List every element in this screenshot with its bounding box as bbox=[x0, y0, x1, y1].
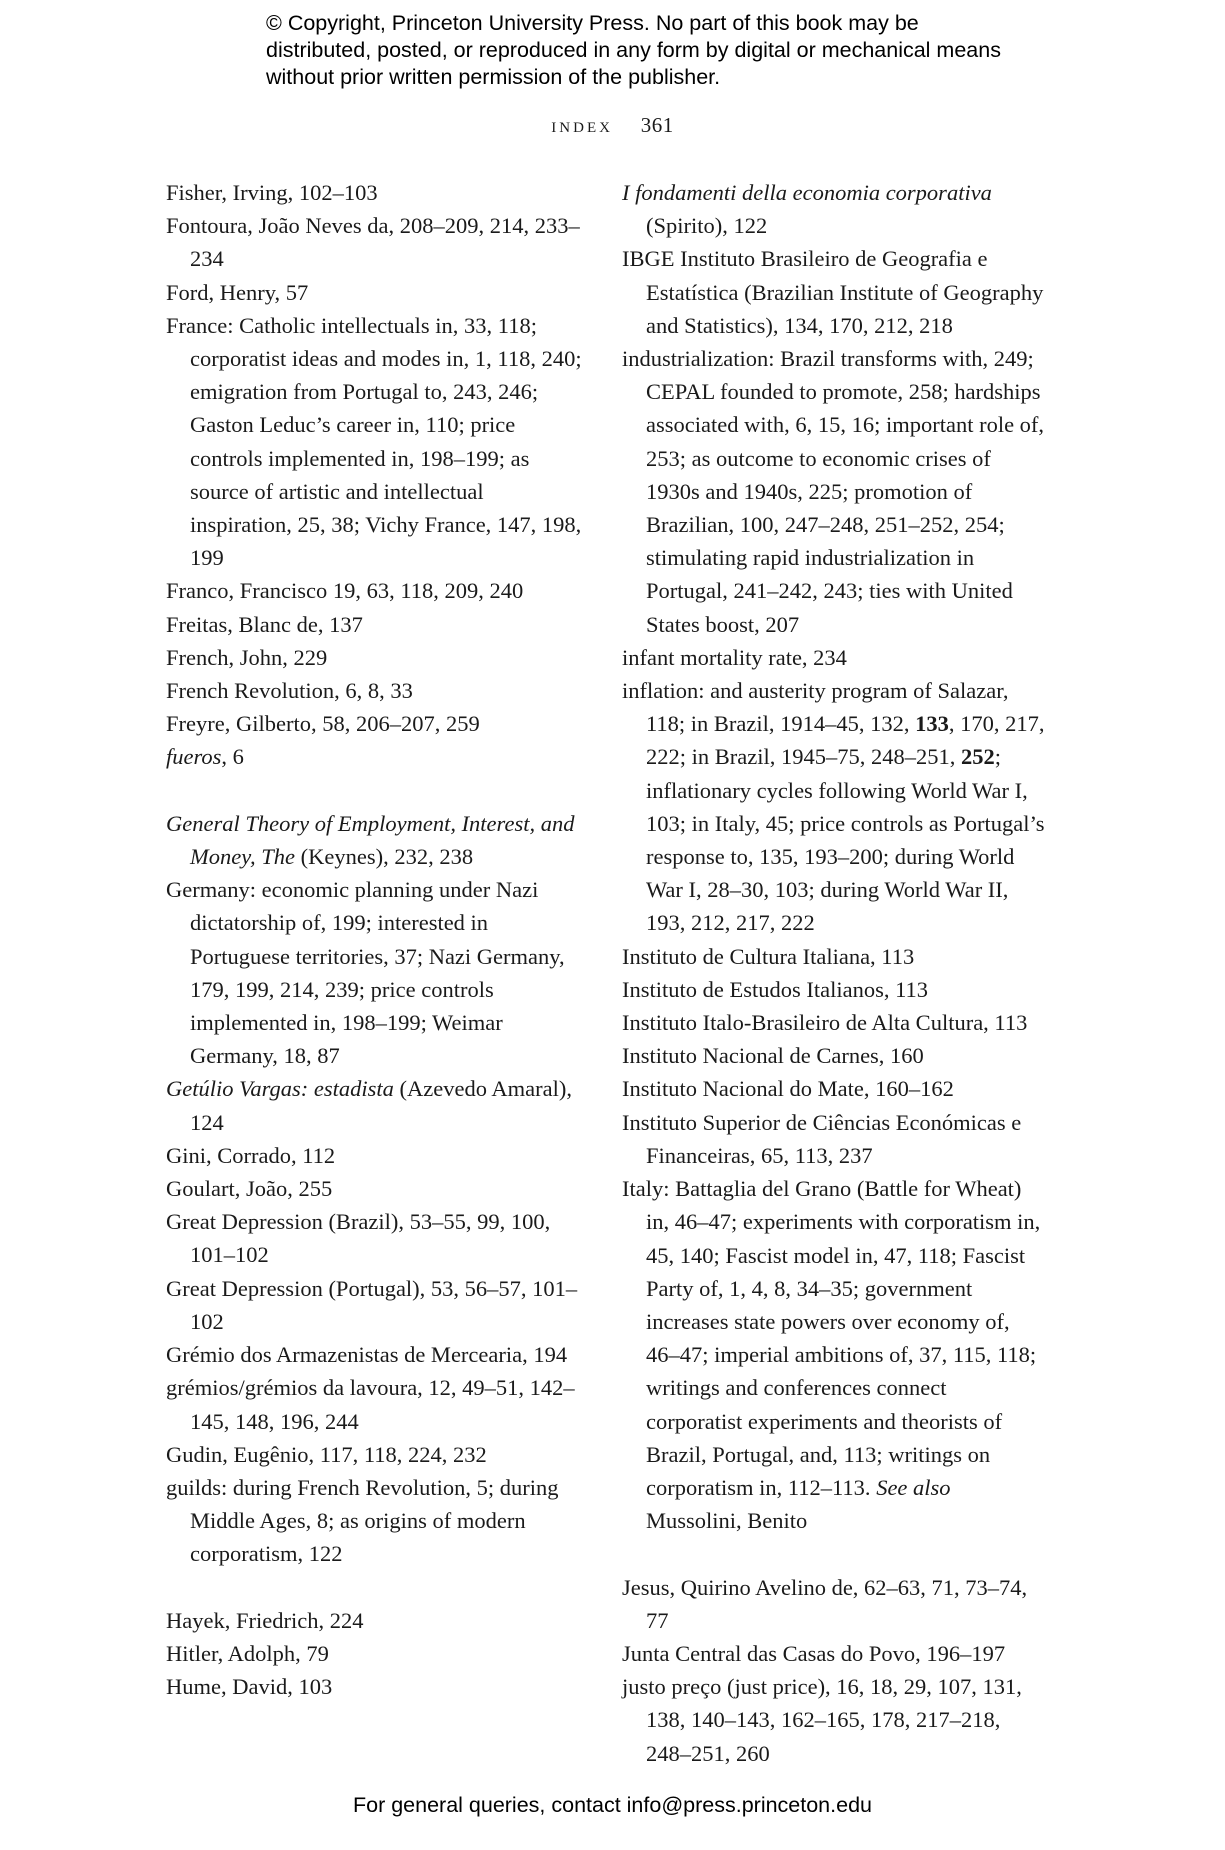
index-entry-text: guilds: during French Revolution, 5; during Middle Ages, 8; as origins of modern corporatism, 122 bbox=[166, 1474, 559, 1567]
index-entry bbox=[166, 1670, 591, 1703]
index-entry-text: Junta Central das Casas do Povo, 196–197 bbox=[622, 1640, 1006, 1666]
index-entry bbox=[166, 1604, 591, 1637]
index-entry-text: industrialization: Brazil transforms with, 249; CEPAL founded to promote, 258; hardships associated with, 6, 15, 16; important role of, 253; as outcome to economic crises of 1930s and 1940s, 225; promotion of Brazilian, 100, 247–248, 251–252, 254; stimulating rapid industrialization in Portugal, 241–242, 243; ties with United States boost, 207 bbox=[622, 346, 1045, 637]
index-entry bbox=[166, 674, 591, 707]
index-entry-text: Germany: economic planning under Nazi dictatorship of, 199; interested in Portuguese territories, 37; Nazi Germany, 179, 199, 214, 239; price controls implemented in, 198–199; Weimar Germany, 18, 87 bbox=[166, 877, 565, 1069]
index-entry-text: Instituto de Cultura Italiana, 113 bbox=[622, 943, 915, 969]
index-entry bbox=[166, 209, 591, 275]
index-entry-text: Ford, Henry, 57 bbox=[166, 279, 309, 305]
index-entry-text: Italy: Battaglia del Grano (Battle for Wheat) in, 46–47; experiments with corporatism in, 45, 140; Fascist model in, 47, 118; Fascist Party of, 1, 4, 8, 34–35; government increases state powers over economy of, 46–47; imperial ambitions of, 37, 115, 118; writings and conferences connect corporatist experiments and theorists of Brazil, Portugal, and, 113; writings on corporatism in, 112–113. bbox=[622, 1176, 1041, 1500]
index-entry bbox=[622, 176, 1047, 242]
footer-contact: For general queries, contact info@press.princeton.edu bbox=[352, 1793, 872, 1817]
index-entry-text: fueros bbox=[166, 744, 222, 770]
index-entry bbox=[166, 641, 591, 674]
index-entry-text: (Keynes), 232, 238 bbox=[294, 844, 474, 870]
index-entry-text: 252 bbox=[960, 744, 995, 770]
index-entry-text: Hume, David, 103 bbox=[166, 1674, 333, 1700]
index-entry-text: Fontoura, João Neves da, 208–209, 214, 233–234 bbox=[166, 213, 580, 272]
index-entry-text: 133 bbox=[915, 711, 949, 737]
index-entry-text: ; inflationary cycles following World War I, 103; in Italy, 45; price controls as Portugal’s response to, 135, 193–200; during World War I, 28–30, 103; during World War II, 193, 212, 217, 222 bbox=[646, 744, 1045, 936]
index-entry-text: Getúlio Vargas: estadista bbox=[166, 1076, 394, 1102]
index-entry-text: Instituto Nacional do Mate, 160–162 bbox=[622, 1076, 954, 1102]
index-entry-text: , 6 bbox=[221, 744, 244, 770]
index-entry-text: IBGE Instituto Brasileiro de Geografia e Estatística (Brazilian Institute of Geography and Statistics), 134, 170, 212, 218 bbox=[622, 246, 1044, 338]
index-entry-text: Great Depression (Brazil), 53–55, 99, 100, 101–102 bbox=[166, 1209, 551, 1268]
index-entry bbox=[166, 873, 591, 1072]
index-column-left bbox=[166, 176, 591, 1703]
index-entry bbox=[166, 276, 591, 309]
index-entry-text: Grémio dos Armazenistas de Mercearia, 194 bbox=[166, 1342, 568, 1368]
index-entry-text: (Azevedo Amaral), 124 bbox=[190, 1076, 572, 1135]
index-entry bbox=[166, 1338, 591, 1371]
index-entry bbox=[622, 1072, 1047, 1105]
index-entry bbox=[622, 641, 1047, 674]
index-entry-text: France: Catholic intellectuals in, 33, 118; corporatist ideas and modes in, 1, 118, 240; emigration from Portugal to, 243, 246; Gaston Leduc’s career in, 110; price controls implemented in, 198–199; as source of artistic and intellectual inspiration, 25, 38; Vichy France, 147, 198, 199 bbox=[166, 312, 582, 571]
index-entry-text: justo preço (just price), 16, 18, 29, 107, 131, 138, 140–143, 162–165, 178, 217–218, 248–251, 260 bbox=[622, 1674, 1022, 1766]
index-entry-text: inflation: and austerity program of Salazar, 118; in Brazil, 1914–45, 132, bbox=[622, 678, 1009, 737]
index-entry-text: Goulart, João, 255 bbox=[166, 1176, 333, 1202]
index-entry-text: Instituto Nacional de Carnes, 160 bbox=[622, 1043, 924, 1069]
index-entry-text: Instituto de Estudos Italianos, 113 bbox=[622, 976, 929, 1002]
index-entry bbox=[166, 1371, 591, 1437]
index-entry-text: See also bbox=[876, 1474, 951, 1500]
index-entry-text: Jesus, Quirino Avelino de, 62–63, 71, 73–74, 77 bbox=[622, 1574, 1028, 1633]
index-entry bbox=[622, 1172, 1047, 1537]
index-entry-text: Instituto Italo-Brasileiro de Alta Cultura, 113 bbox=[622, 1010, 1028, 1036]
running-head-title: index bbox=[551, 113, 613, 137]
index-entry bbox=[166, 807, 591, 873]
index-entry-text: Hitler, Adolph, 79 bbox=[166, 1640, 329, 1666]
index-entry bbox=[166, 1139, 591, 1172]
page-number: 361 bbox=[640, 113, 674, 137]
index-entry-text: Gini, Corrado, 112 bbox=[166, 1142, 336, 1168]
index-entry-text: Mussolini, Benito bbox=[646, 1508, 808, 1534]
index-entry bbox=[622, 674, 1047, 940]
index-entry bbox=[622, 1670, 1047, 1770]
running-head bbox=[0, 113, 1225, 138]
index-entry-text: Hayek, Friedrich, 224 bbox=[166, 1607, 364, 1633]
index-entry-text: I fondamenti della economia corporativa bbox=[622, 180, 992, 205]
index-entry bbox=[166, 1272, 591, 1338]
copyright-notice: © Copyright, Princeton University Press. No part of this book may be distributed, posted, or reproduced in any form by digital or mechanical means without prior written permission of the publisher. bbox=[266, 11, 1001, 89]
index-entry bbox=[166, 707, 591, 740]
index-entry-text: Instituto Superior de Ciências Económicas e Financeiras, 65, 113, 237 bbox=[622, 1109, 1022, 1168]
index-entry bbox=[166, 1172, 591, 1205]
index-entry-text: French Revolution, 6, 8, 33 bbox=[166, 678, 413, 704]
index-entry bbox=[166, 1072, 591, 1138]
index-entry bbox=[166, 1471, 591, 1571]
index-entry bbox=[622, 973, 1047, 1006]
index-entry bbox=[166, 176, 591, 209]
index-entry-text: French, John, 229 bbox=[166, 644, 328, 670]
index-entry bbox=[166, 574, 591, 607]
index-entry-text: Fisher, Irving, 102–103 bbox=[166, 180, 378, 205]
index-entry bbox=[622, 342, 1047, 641]
index-entry bbox=[622, 1006, 1047, 1039]
index-entry bbox=[622, 1039, 1047, 1072]
index-entry bbox=[622, 940, 1047, 973]
index-entry-text: Gudin, Eugênio, 117, 118, 224, 232 bbox=[166, 1441, 487, 1467]
index-entry-text: Freyre, Gilberto, 58, 206–207, 259 bbox=[166, 711, 480, 737]
index-entry bbox=[166, 1637, 591, 1670]
index-entry bbox=[166, 740, 591, 773]
index-entry-text: General Theory of Employment, Interest, and Money, The bbox=[166, 810, 575, 870]
index-entry bbox=[166, 1205, 591, 1271]
index-entry-text: , 170, 217, 222; in Brazil, 1945–75, 248–251, bbox=[646, 711, 1045, 770]
index-entry-text: (Spirito), 122 bbox=[646, 213, 768, 239]
index-entry-text: Great Depression (Portugal), 53, 56–57, 101–102 bbox=[166, 1275, 578, 1334]
index-entry bbox=[166, 309, 591, 575]
index-entry-text: grémios/grémios da lavoura, 12, 49–51, 142–145, 148, 196, 244 bbox=[166, 1375, 575, 1434]
index-entry bbox=[622, 1106, 1047, 1172]
index-entry bbox=[166, 1438, 591, 1471]
index-entry bbox=[166, 608, 591, 641]
index-entry-text: infant mortality rate, 234 bbox=[622, 644, 847, 670]
index-entry bbox=[622, 1571, 1047, 1637]
index-entry-text: Freitas, Blanc de, 137 bbox=[166, 611, 363, 637]
index-entry bbox=[622, 242, 1047, 342]
index-entry bbox=[622, 1637, 1047, 1670]
index-entry-text: Franco, Francisco 19, 63, 118, 209, 240 bbox=[166, 578, 524, 604]
index-column-right bbox=[622, 176, 1047, 1770]
